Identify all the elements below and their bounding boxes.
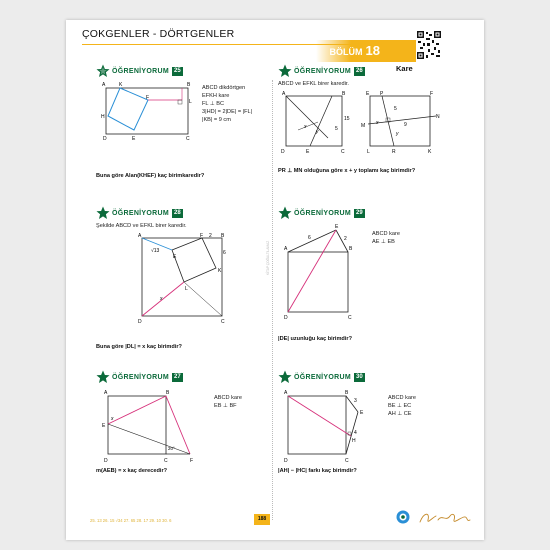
vertical-note: KİTAP ÇOĞALTILAMAZ xyxy=(266,240,270,275)
point-C: C xyxy=(348,315,352,321)
chapter-topic: Kare xyxy=(396,64,413,73)
problem-number: 27 xyxy=(173,373,181,380)
question-text: Buna göre |DL| = x kaç birimdir? xyxy=(96,344,182,350)
figure-25 xyxy=(96,80,196,142)
point-M: M xyxy=(361,123,366,129)
problem-30 xyxy=(278,370,478,510)
point-D: D xyxy=(104,458,108,464)
point-A: A xyxy=(104,390,108,396)
signature-icon xyxy=(416,508,476,528)
badge-label: ÖĞRENİYORUM xyxy=(112,67,169,75)
point-E: E xyxy=(335,224,339,230)
point-B: B xyxy=(349,246,353,252)
star-icon xyxy=(278,206,292,220)
point-N: N xyxy=(436,114,440,120)
intro-text: Şekilde ABCD ve EFKL birer karedir. xyxy=(96,223,187,229)
point-D: D xyxy=(281,149,285,155)
figure-29 xyxy=(278,222,368,322)
label-y: y xyxy=(316,129,319,135)
question-text: |DE| uzunluğu kaç birimdir? xyxy=(278,336,352,342)
label-6: 6 xyxy=(308,235,311,241)
workbook-page xyxy=(66,20,484,540)
badge-label: ÖĞRENİYORUM xyxy=(294,373,351,381)
point-A: A xyxy=(102,82,106,88)
problem-badge xyxy=(96,206,266,220)
badge-label: ÖĞRENİYORUM xyxy=(112,373,169,381)
problem-27 xyxy=(96,370,266,510)
point-L: L xyxy=(185,286,188,292)
column-divider xyxy=(272,80,274,520)
label-15: 15 xyxy=(344,116,350,122)
point-L: L xyxy=(189,99,192,105)
star-icon xyxy=(278,64,292,78)
label-9: 9 xyxy=(404,122,407,128)
figure-28 xyxy=(132,232,232,324)
chapter-text: BÖLÜM xyxy=(329,47,363,57)
point-E: E xyxy=(366,91,370,97)
point-C: C xyxy=(186,136,190,142)
chapter-label xyxy=(330,43,380,58)
point-B: B xyxy=(342,91,346,97)
label-4: 4 xyxy=(354,430,357,436)
problem-badge xyxy=(278,64,478,78)
star-icon xyxy=(96,64,110,78)
point-C: C xyxy=(345,458,349,464)
question-text: PR ⊥ MN olduğuna göre x + y toplamı kaç birimdir? xyxy=(278,168,416,174)
point-H: H xyxy=(101,114,105,120)
problem-number: 29 xyxy=(355,209,363,216)
label-x: x xyxy=(376,120,379,126)
point-D: D xyxy=(284,458,288,464)
given-line: AE ⊥ EB xyxy=(372,239,395,245)
given-line: |KB| = 9 cm xyxy=(202,117,231,123)
point-E: E xyxy=(132,136,136,142)
label-x: x xyxy=(111,416,114,422)
point-B: B xyxy=(187,82,191,88)
page-title: ÇOKGENLER - DÖRTGENLER xyxy=(82,28,235,40)
question-text: m(AEB) = x kaç derecedir? xyxy=(96,468,168,474)
point-E: E xyxy=(102,423,106,429)
point-D: D xyxy=(138,319,142,324)
label-3: 3 xyxy=(354,398,357,404)
given-line: ABCD dikdörtgen xyxy=(202,85,246,91)
problem-number: 25 xyxy=(173,67,181,74)
point-F: F xyxy=(190,458,194,464)
label-x: x xyxy=(304,124,307,130)
point-K: K xyxy=(119,82,123,88)
label-root13: √13 xyxy=(151,248,160,254)
figure-26-right xyxy=(360,90,444,156)
answer-key: 25. 13 26. 15 √34 27. 65 28. 17 29. 10 30. 6 xyxy=(90,518,172,523)
point-B: B xyxy=(345,390,349,396)
problem-badge xyxy=(96,370,266,384)
point-H: H xyxy=(352,438,356,444)
point-L: L xyxy=(367,149,370,155)
given-list xyxy=(214,394,242,410)
point-C: C xyxy=(221,319,225,324)
label-5: 5 xyxy=(394,106,397,112)
problem-badge xyxy=(278,206,478,220)
label-2: 2 xyxy=(344,236,347,242)
given-line: BE ⊥ EC xyxy=(388,403,412,409)
point-A: A xyxy=(282,91,286,97)
label-6: 6 xyxy=(223,250,226,256)
given-line: ABCD kare xyxy=(214,395,242,401)
given-line: AH ⊥ CE xyxy=(388,411,412,417)
point-D: D xyxy=(284,315,288,321)
point-R: R xyxy=(392,149,396,155)
given-line: ABCD kare xyxy=(388,395,416,401)
badge-label: ÖĞRENİYORUM xyxy=(294,209,351,217)
problem-number: 26 xyxy=(355,67,363,74)
point-F: F xyxy=(430,91,434,97)
question-text: Buna göre Alan(KHEF) kaç birimkaredir? xyxy=(96,173,205,179)
point-B: B xyxy=(221,233,225,239)
badge-label: ÖĞRENİYORUM xyxy=(294,67,351,75)
point-E: E xyxy=(360,410,364,416)
chapter-number: 18 xyxy=(365,43,380,58)
point-A: A xyxy=(284,246,288,252)
intro-text: ABCD ve EFKL birer karedir. xyxy=(278,81,349,87)
star-icon xyxy=(96,206,110,220)
label-angle: 20° xyxy=(168,446,175,451)
page-number: 188 xyxy=(254,514,270,525)
point-K: K xyxy=(428,149,432,155)
problem-badge xyxy=(278,370,478,384)
label-2: 2 xyxy=(209,233,212,239)
given-list xyxy=(202,84,252,124)
point-A: A xyxy=(138,233,142,239)
problem-badge xyxy=(96,64,266,78)
point-E: E xyxy=(306,149,310,155)
question-text: |AH| − |HC| farkı kaç birimdir? xyxy=(278,468,357,474)
point-P: P xyxy=(380,91,384,97)
figure-26-left xyxy=(278,90,358,156)
point-B: B xyxy=(166,390,170,396)
publisher-logo-icon xyxy=(396,510,410,524)
given-line: ABCD kare xyxy=(372,231,400,237)
star-icon xyxy=(96,370,110,384)
point-E: E xyxy=(173,254,177,260)
figure-27 xyxy=(96,388,196,464)
given-list xyxy=(372,230,400,246)
figure-30 xyxy=(278,388,378,464)
problem-number: 28 xyxy=(173,209,181,216)
label-y: y xyxy=(396,131,399,137)
label-x: x xyxy=(160,296,163,302)
point-A: A xyxy=(284,390,288,396)
star-icon xyxy=(278,370,292,384)
problem-28 xyxy=(96,206,266,366)
problem-26 xyxy=(278,64,478,194)
qr-code-icon[interactable] xyxy=(416,30,442,60)
problem-number: 30 xyxy=(355,373,363,380)
badge-label: ÖĞRENİYORUM xyxy=(112,209,169,217)
point-C: C xyxy=(341,149,345,155)
given-line: EB ⊥ BF xyxy=(214,403,237,409)
given-line: 3|HD| = 2|DE| = |FL| xyxy=(202,109,253,115)
label-5: 5 xyxy=(335,126,338,132)
point-K: K xyxy=(218,268,222,274)
given-line: FL ⊥ BC xyxy=(202,101,225,107)
chapter-band xyxy=(316,40,416,62)
point-C: C xyxy=(164,458,168,464)
point-F: F xyxy=(146,95,150,101)
problem-25 xyxy=(96,64,266,194)
problem-29 xyxy=(278,206,478,366)
point-D: D xyxy=(103,136,107,142)
given-line: EFKH kare xyxy=(202,93,230,99)
point-F: F xyxy=(200,233,204,239)
given-list xyxy=(388,394,416,418)
